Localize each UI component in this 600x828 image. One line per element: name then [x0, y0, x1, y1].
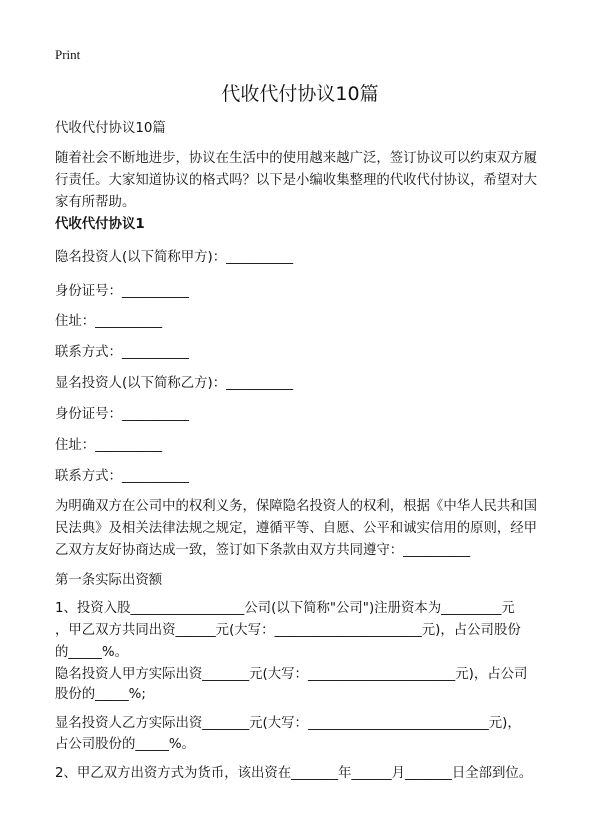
clause-line: 显名投资人乙方实际出资_______元(大写：___________________________元)， — [55, 716, 521, 731]
article-title: 第一条实际出资额 — [55, 573, 163, 588]
print-link[interactable]: Print — [55, 47, 81, 62]
field-line: 联系方式：__________ — [55, 469, 189, 484]
clause-line: ，甲乙双方共同出资______元(大写：______________________元)，占公司股份 — [55, 623, 521, 638]
intro-line: 家有所帮助。 — [55, 195, 136, 210]
field-line: 身份证号：__________ — [55, 284, 189, 299]
intro-line: 随着社会不断地进步，协议在生活中的使用越来越广泛，签订协议可以约束双方履 — [55, 151, 538, 166]
field-line: 联系方式：__________ — [55, 345, 189, 360]
field-line: 住址：__________ — [55, 438, 163, 453]
clause-line: 股份的_____%; — [55, 687, 146, 702]
clause-line: 隐名投资人甲方实际出资_______元(大写：______________________元)，占公司 — [55, 667, 528, 682]
clause-line: 1、投资入股_________________公司(以下简称"公司")注册资本为_________元 — [55, 601, 515, 616]
intro-line: 行责任。大家知道协议的格式吗？以下是小编收集整理的代收代付协议，希望对大 — [55, 173, 538, 188]
clause-line: 2、甲乙双方出资方式为货币，该出资在_______年______月_______日全部到位。 — [55, 766, 533, 781]
field-line: 显名投资人(以下简称乙方)：__________ — [55, 376, 294, 391]
clause-line: 占公司股份的_____%。 — [55, 737, 195, 752]
subtitle: 代收代付协议10篇 — [55, 121, 166, 136]
field-line: 身份证号：__________ — [55, 407, 189, 422]
preamble-line: 为明确双方在公司中的权利义务，保障隐名投资人的权利，根据《中华人民共和国 — [55, 499, 538, 514]
page-title: 代收代付协议10篇 — [221, 83, 379, 105]
section-heading: 代收代付协议1 — [55, 217, 145, 232]
preamble-line: 民法典》及相关法律法规之规定，遵循平等、自愿、公平和诚实信用的原则，经甲 — [55, 521, 538, 536]
preamble-line: 乙双方友好协商达成一致，签订如下条款由双方共同遵守：__________ — [55, 543, 471, 558]
field-line: 隐名投资人(以下简称甲方)：__________ — [55, 250, 294, 265]
clause-line: 的_____%。 — [55, 645, 128, 660]
field-line: 住址：__________ — [55, 314, 163, 329]
